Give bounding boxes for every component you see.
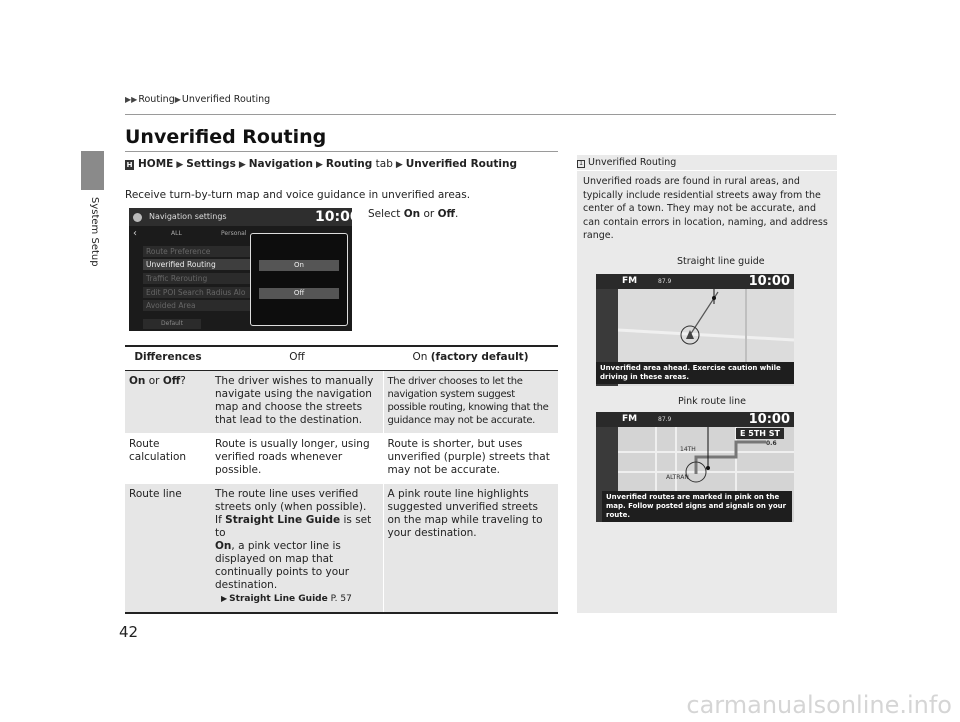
table-cell: Route is usually longer, using verified roads whenever possible. bbox=[211, 433, 383, 483]
path-settings: Settings bbox=[186, 158, 236, 170]
breadcrumb-arrow-icon: ▶▶ bbox=[125, 95, 138, 104]
breadcrumb bbox=[125, 94, 270, 105]
map-road-label: ALTRAN bbox=[666, 474, 689, 481]
map-distance: 0.6 bbox=[766, 440, 777, 447]
menu-item-unverified-routing[interactable]: Unverified Routing bbox=[143, 259, 251, 270]
map-frequency: 87.9 bbox=[658, 278, 672, 285]
menu-item[interactable]: Edit POI Search Radius Alo bbox=[143, 287, 251, 298]
screen-title: Navigation settings bbox=[149, 212, 227, 221]
option-popup bbox=[250, 233, 348, 326]
menu-item[interactable]: Traffic Rerouting bbox=[143, 273, 251, 284]
cross-reference-link[interactable]: ▶ Straight Line Guide P. 57 bbox=[221, 593, 352, 604]
arrow-icon: ▶ bbox=[315, 160, 323, 170]
reference-arrow-icon: ▶ bbox=[221, 593, 228, 603]
watermark: carmanualsonline.info bbox=[686, 691, 952, 719]
arrow-icon: ▶ bbox=[238, 160, 246, 170]
option-off[interactable]: Off bbox=[259, 288, 339, 299]
map-pink-route-line bbox=[596, 412, 794, 522]
table-cell: Route is shorter, but uses unverified (purple) streets that may not be accurate. bbox=[383, 433, 558, 483]
table-row bbox=[125, 433, 558, 483]
table-cell: The route line uses verified streets only (when possible). If Straight Line Guide is set to On, a pink vector line is displayed on map that continually points to your destination. ▶ Straight Line Guide P. 57 bbox=[211, 483, 383, 613]
nav-logo-icon bbox=[133, 213, 142, 222]
table-cell: The driver wishes to manually navigate using the navigation map and choose the streets that lead to the destination. bbox=[211, 370, 383, 433]
table-header-row bbox=[125, 346, 558, 370]
breadcrumb-item[interactable]: Unverified Routing bbox=[181, 94, 271, 105]
column-header: Off bbox=[211, 346, 383, 370]
divider bbox=[577, 170, 837, 171]
chapter-tab bbox=[81, 151, 104, 190]
back-arrow-icon[interactable]: ‹ bbox=[133, 228, 137, 239]
tab-all[interactable]: ALL bbox=[171, 230, 182, 237]
map-info-message: Unverified routes are marked in pink on the map. Follow posted signs and signals on your route. bbox=[602, 491, 792, 522]
select-instruction: Select On or Off. bbox=[368, 208, 459, 220]
description: Receive turn-by-turn map and voice guidance in unverified areas. bbox=[125, 189, 471, 201]
map-clock: 10:00 bbox=[748, 274, 790, 289]
table-cell: A pink route line highlights suggested unverified streets on the map while traveling to your destination. bbox=[383, 483, 558, 613]
path-routing: Routing bbox=[325, 158, 373, 170]
map-warning-message: Unverified area ahead. Exercise caution while driving in these areas. bbox=[596, 362, 794, 384]
nav-settings-screenshot bbox=[129, 208, 360, 331]
caption-pink-route: Pink route line bbox=[678, 396, 746, 407]
divider bbox=[125, 114, 836, 115]
menu-item[interactable]: Avoided Area bbox=[143, 300, 251, 311]
table-cell: On or Off? bbox=[125, 370, 211, 433]
arrow-icon: ▶ bbox=[395, 160, 403, 170]
differences-table bbox=[125, 345, 558, 614]
home-icon: H bbox=[126, 161, 133, 169]
divider bbox=[125, 151, 558, 152]
caption-straight-line: Straight line guide bbox=[677, 256, 765, 267]
column-header: On (factory default) bbox=[383, 346, 558, 370]
note-text: Unverified roads are found in rural areas, and typically include residential streets away from the center of a town. They may not be accurate, and can contain errors in location, naming, and address range. bbox=[583, 176, 828, 241]
map-radio-band: FM bbox=[622, 414, 638, 424]
breadcrumb-arrow-icon: ▶ bbox=[174, 95, 181, 104]
column-header: Differences bbox=[125, 346, 211, 370]
map-straight-line-guide bbox=[596, 274, 794, 386]
map-road-label: 14TH bbox=[680, 446, 696, 453]
tab-personal[interactable]: Personal bbox=[221, 230, 247, 237]
menu-item[interactable]: Route Preference bbox=[143, 246, 251, 257]
arrow-icon: ▶ bbox=[176, 160, 184, 170]
option-on[interactable]: On bbox=[259, 260, 339, 271]
path-tab-word: tab bbox=[375, 158, 393, 170]
page-number: 42 bbox=[119, 623, 139, 641]
screen-clock: 10:00 bbox=[315, 209, 360, 225]
table-row bbox=[125, 370, 558, 433]
path-home: HOME bbox=[138, 158, 174, 170]
path-navigation: Navigation bbox=[248, 158, 313, 170]
page-title: Unverified Routing bbox=[125, 126, 327, 148]
table-cell: Route calculation bbox=[125, 433, 211, 483]
menu-path bbox=[125, 158, 517, 170]
breadcrumb-item[interactable]: Routing bbox=[138, 94, 175, 105]
chapter-label: System Setup bbox=[89, 197, 100, 267]
path-final: Unverified Routing bbox=[405, 158, 517, 170]
note-heading: 1 Unverified Routing bbox=[577, 157, 676, 168]
map-clock: 10:00 bbox=[748, 412, 790, 427]
table-cell: Route line bbox=[125, 483, 211, 613]
default-button[interactable]: Default bbox=[143, 319, 201, 329]
table-row bbox=[125, 483, 558, 613]
note-icon: 1 bbox=[577, 160, 585, 168]
table-cell: The driver chooses to let the navigation system suggest possible routing, knowing that the guidance may not be accurate. bbox=[383, 370, 558, 433]
map-frequency: 87.9 bbox=[658, 416, 672, 423]
map-next-street: E 5TH ST bbox=[736, 428, 784, 439]
map-radio-band: FM bbox=[622, 276, 638, 286]
